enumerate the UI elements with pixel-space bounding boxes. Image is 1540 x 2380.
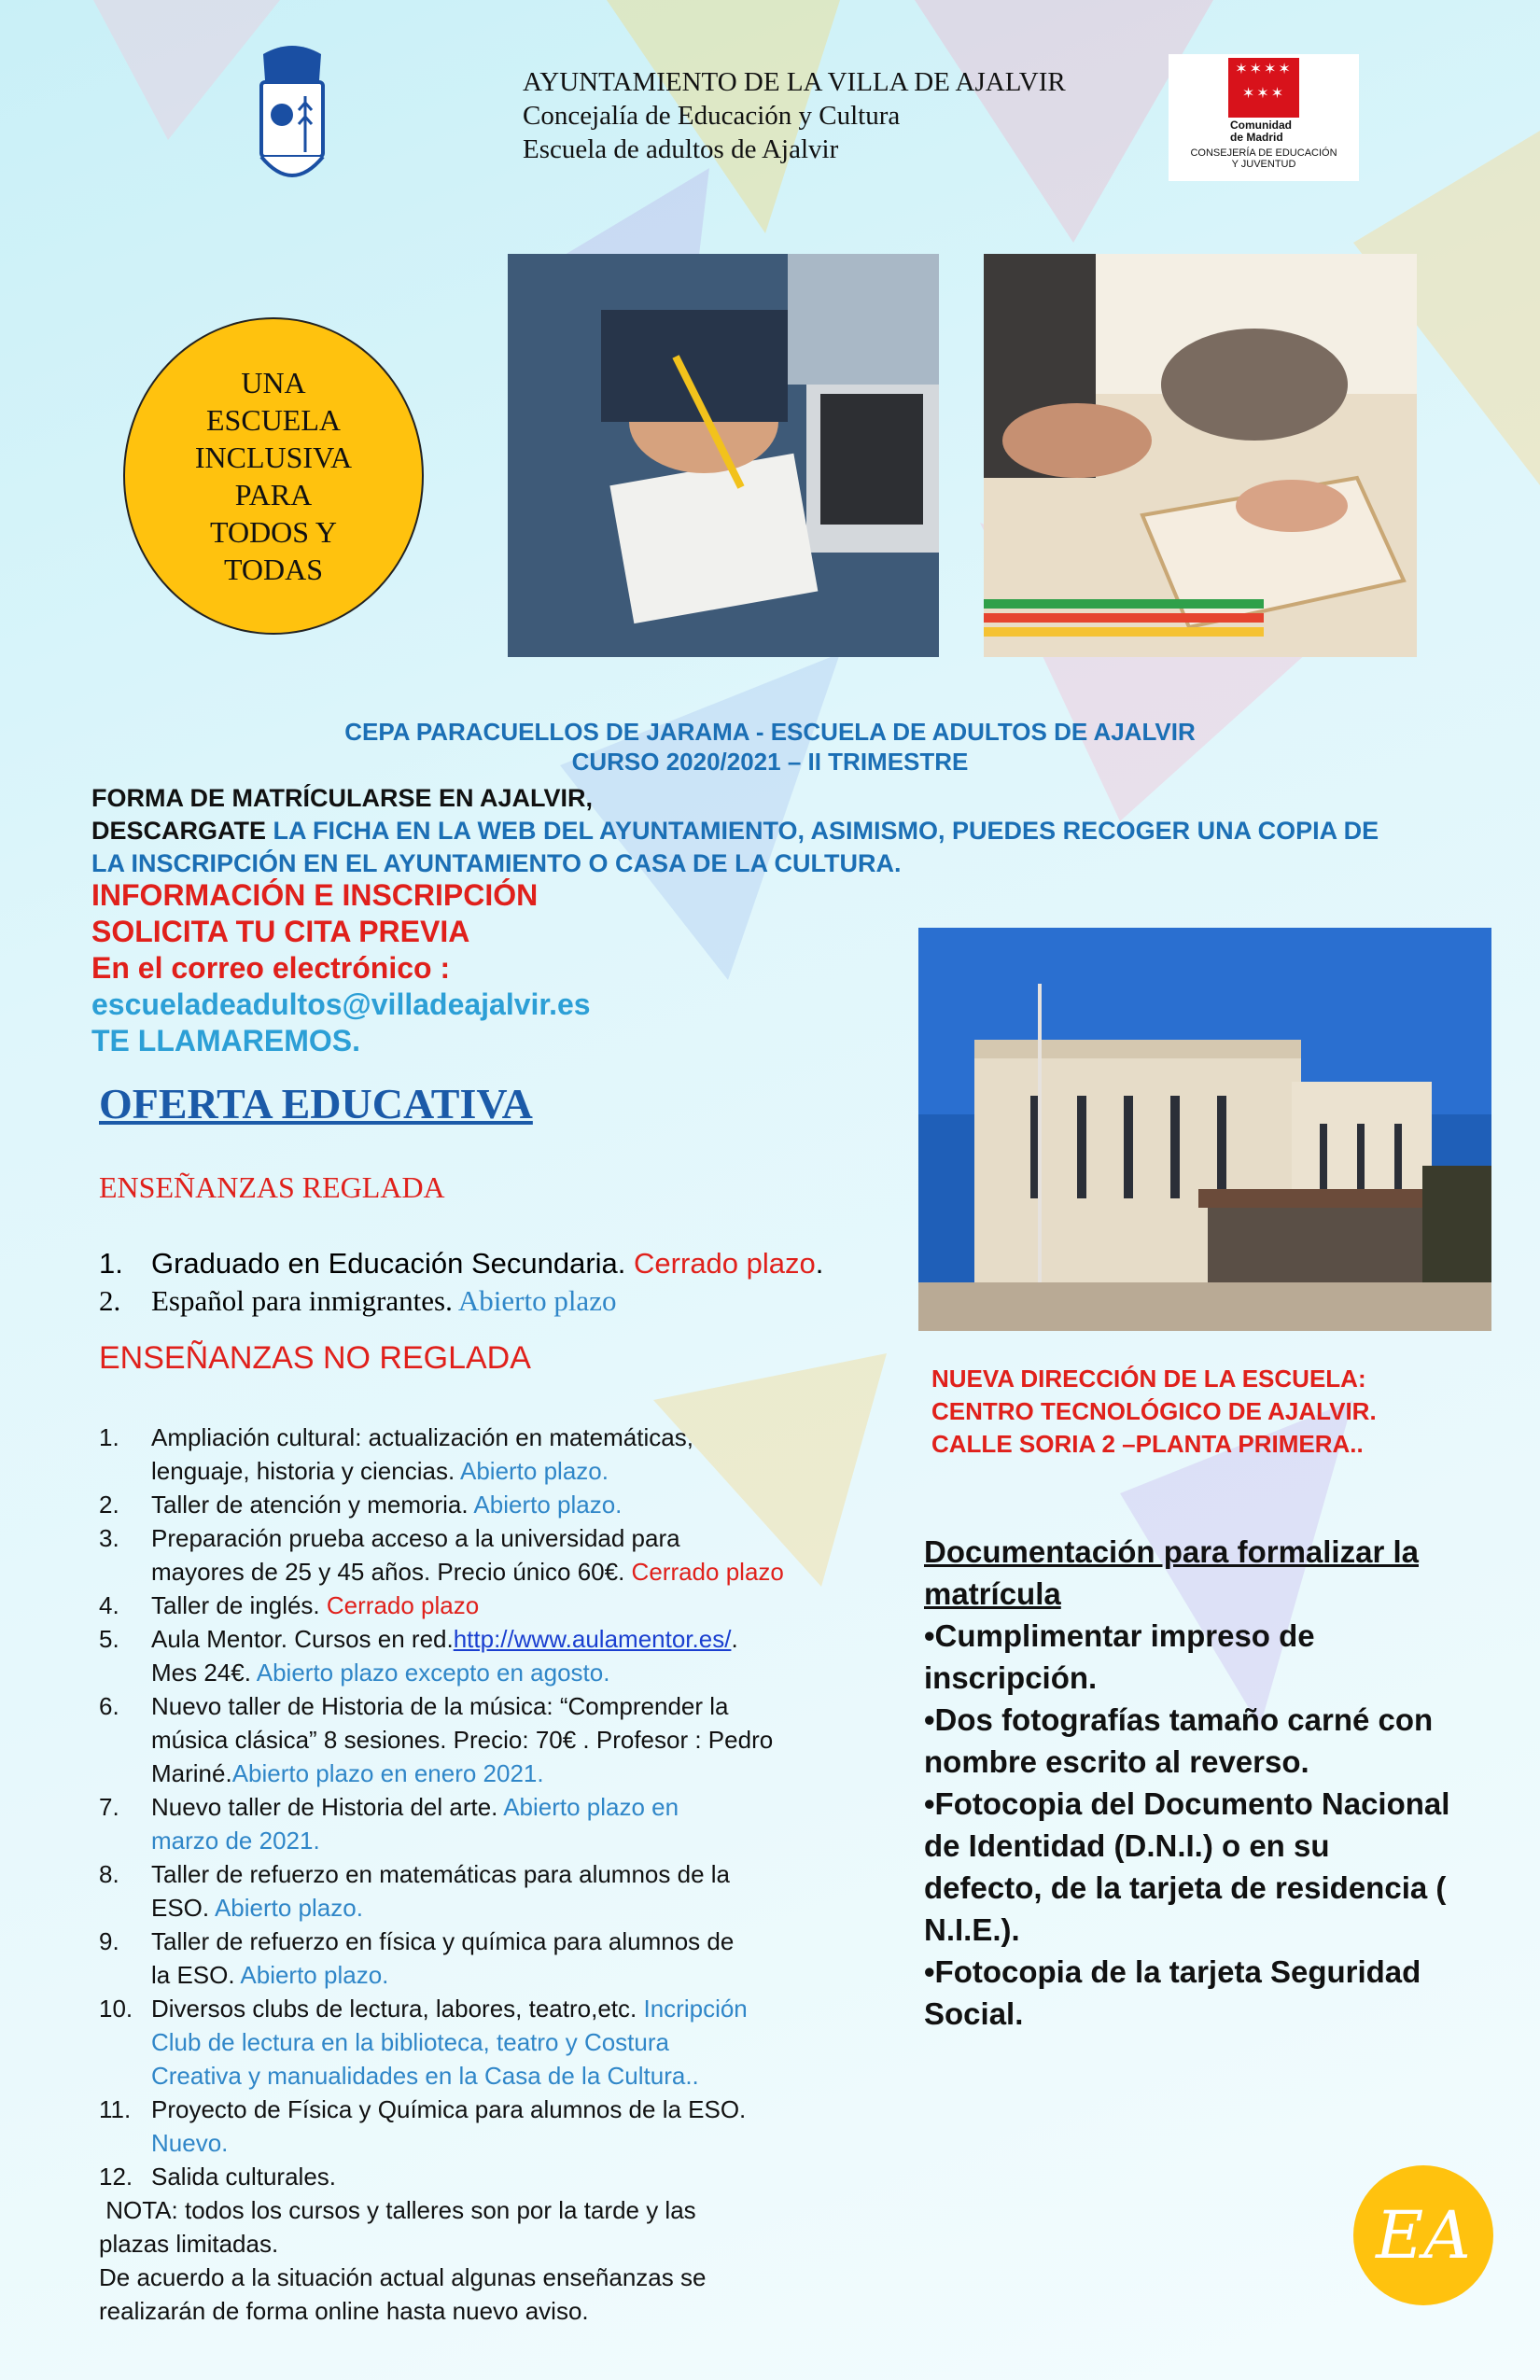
study-photo: [984, 254, 1417, 657]
no-reglada-list: [99, 1421, 920, 2328]
logo-sub2: Y JUVENTUD: [1231, 159, 1296, 170]
no-reglada-item-3: 3. Preparación prueba acceso a la universidad para mayores de 25 y 45 años. Precio único 60€. Cerrado plazo: [99, 1524, 784, 1586]
inclusive-line: TODOS Y: [209, 515, 337, 549]
no-reglada-item-2: 2. Taller de atención y memoria. Abierto plazo.: [99, 1491, 623, 1519]
documentacion-item: •Cumplimentar impreso de inscripción.: [924, 1618, 1315, 1695]
logo-name1: Comunidad: [1230, 119, 1292, 132]
reglada-item-2: 2. Español para inmigrantes. Abierto plazo: [99, 1284, 617, 1317]
cepa-line2: CURSO 2020/2021 – II TRIMESTRE: [571, 748, 969, 776]
documentacion-title-1: Documentación para formalizar la: [924, 1534, 1419, 1569]
nota-line2: plazas limitadas.: [99, 2230, 279, 2258]
no-reglada-item-5: 5. Aula Mentor. Cursos en red.http://www.aulamentor.es/. Mes 24€. Abierto plazo excepto en agosto.: [99, 1625, 738, 1687]
nota-line3: De acuerdo a la situación actual algunas enseñanzas se: [99, 2263, 707, 2291]
direccion-line2: CENTRO TECNOLÓGICO DE AJALVIR.: [931, 1397, 1377, 1425]
inclusive-school-badge: [123, 317, 424, 635]
madrid-flag-icon: ✶✶✶✶ ✶✶✶: [1228, 58, 1299, 118]
reglada-item-1: 1. Graduado en Educación Secundaria. Cerrado plazo.: [99, 1247, 824, 1280]
header-line1: AYUNTAMIENTO DE LA VILLA DE AJALVIR: [523, 67, 1066, 97]
comunidad-madrid-logo: [1169, 54, 1359, 181]
direccion-line3: CALLE SORIA 2 –PLANTA PRIMERA..: [931, 1430, 1364, 1458]
no-reglada-item-9: 9. Taller de refuerzo en física y química para alumnos de la ESO. Abierto plazo.: [99, 1927, 735, 1989]
cepa-title: [0, 717, 1540, 777]
email-link[interactable]: escueladeadultos@villadeajalvir.es: [91, 987, 591, 1021]
direccion-line1: NUEVA DIRECCIÓN DE LA ESCUELA:: [931, 1365, 1366, 1393]
documentacion-section: [924, 1531, 1456, 2035]
forma-matricula: FORMA DE MATRÍCULARSE EN AJALVIR,: [91, 784, 593, 812]
no-reglada-item-6: 6. Nuevo taller de Historia de la música: “Comprender la música clásica” 8 sesiones. Precio: 70€ . Profesor : Pedro Mariné.Abierto plazo en enero 2021.: [99, 1692, 774, 1787]
inclusive-line: INCLUSIVA: [194, 441, 353, 474]
no-reglada-item-1: 1. Ampliación cultural: actualización en matemáticas, lenguaje, historia y ciencias. Abierto plazo.: [99, 1423, 693, 1485]
documentacion-item: •Dos fotografías tamaño carné con nombre escrito al reverso.: [924, 1702, 1434, 1779]
nueva-direccion: [931, 1363, 1377, 1461]
no-reglada-item-12: 12. Salida culturales.: [99, 2163, 336, 2191]
inclusive-line: ESCUELA: [206, 403, 341, 437]
te-llamaremos: TE LLAMAREMOS.: [91, 1024, 360, 1057]
descargate-rest: LA FICHA EN LA WEB DEL AYUNTAMIENTO, ASIMISMO, PUEDES RECOGER UNA COPIA DE: [273, 817, 1379, 845]
no-reglada-item-7: 7. Nuevo taller de Historia del arte. Abierto plazo en marzo de 2021.: [99, 1793, 679, 1855]
ajalvir-coat-of-arms-logo: [254, 45, 330, 194]
documentacion-title-2: matrícula: [924, 1576, 1061, 1611]
header-text: [523, 65, 1066, 166]
cepa-line1: CEPA PARACUELLOS DE JARAMA - ESCUELA DE ADULTOS DE AJALVIR: [344, 718, 1196, 746]
inclusive-line: PARA: [234, 478, 313, 511]
header-line2: Concejalía de Educación y Cultura: [523, 101, 901, 131]
reglada-title: ENSEÑANZAS REGLADA: [99, 1170, 445, 1204]
logo-sub1: CONSEJERÍA DE EDUCACIÓN: [1190, 147, 1337, 159]
contact-section: [91, 877, 591, 1059]
cita-previa: SOLICITA TU CITA PREVIA: [91, 915, 470, 948]
info-inscripcion: INFORMACIÓN E INSCRIPCIÓN: [91, 878, 539, 912]
descargate-word: DESCARGATE: [91, 817, 267, 845]
documentacion-item: •Fotocopia del Documento Nacional de Identidad (D.N.I.) o en su defecto, de la tarjeta de residencia ( N.I.E.).: [924, 1786, 1450, 1947]
matricula-line2: LA INSCRIPCIÓN EN EL AYUNTAMIENTO O CASA DE LA CULTURA.: [91, 849, 902, 877]
no-reglada-item-4: 4. Taller de inglés. Cerrado plazo: [99, 1591, 480, 1619]
aulamentor-link[interactable]: http://www.aulamentor.es/: [453, 1625, 732, 1653]
school-building-photo: [918, 928, 1491, 1331]
no-reglada-title: ENSEÑANZAS NO REGLADA: [99, 1340, 531, 1376]
matricula-section: [91, 782, 1491, 880]
ea-logo: EA: [1353, 2165, 1493, 2305]
correo-label: En el correo electrónico :: [91, 951, 451, 985]
inclusive-line: UNA: [241, 366, 306, 399]
header-line3: Escuela de adultos de Ajalvir: [523, 134, 839, 164]
reglada-list: [99, 1245, 920, 1320]
no-reglada-item-11: 11. Proyecto de Física y Química para alumnos de la ESO. Nuevo.: [99, 2095, 747, 2157]
nota-line4: realizarán de forma online hasta nuevo aviso.: [99, 2297, 589, 2325]
logo-name2: de Madrid: [1230, 131, 1283, 144]
writing-photo: [508, 254, 939, 657]
no-reglada-item-10: 10. Diversos clubs de lectura, labores, teatro,etc. Incripción Club de lectura en la biblioteca, teatro y Costura Creativa y manualidades en la Casa de la Cultura..: [99, 1995, 748, 2090]
inclusive-line: TODAS: [223, 553, 324, 586]
no-reglada-item-8: 8. Taller de refuerzo en matemáticas para alumnos de la ESO. Abierto plazo.: [99, 1860, 730, 1922]
documentacion-item: •Fotocopia de la tarjeta Seguridad Social.: [924, 1954, 1421, 2031]
oferta-title: OFERTA EDUCATIVA: [99, 1080, 533, 1127]
nota-line1: NOTA: todos los cursos y talleres son por la tarde y las: [99, 2196, 696, 2224]
